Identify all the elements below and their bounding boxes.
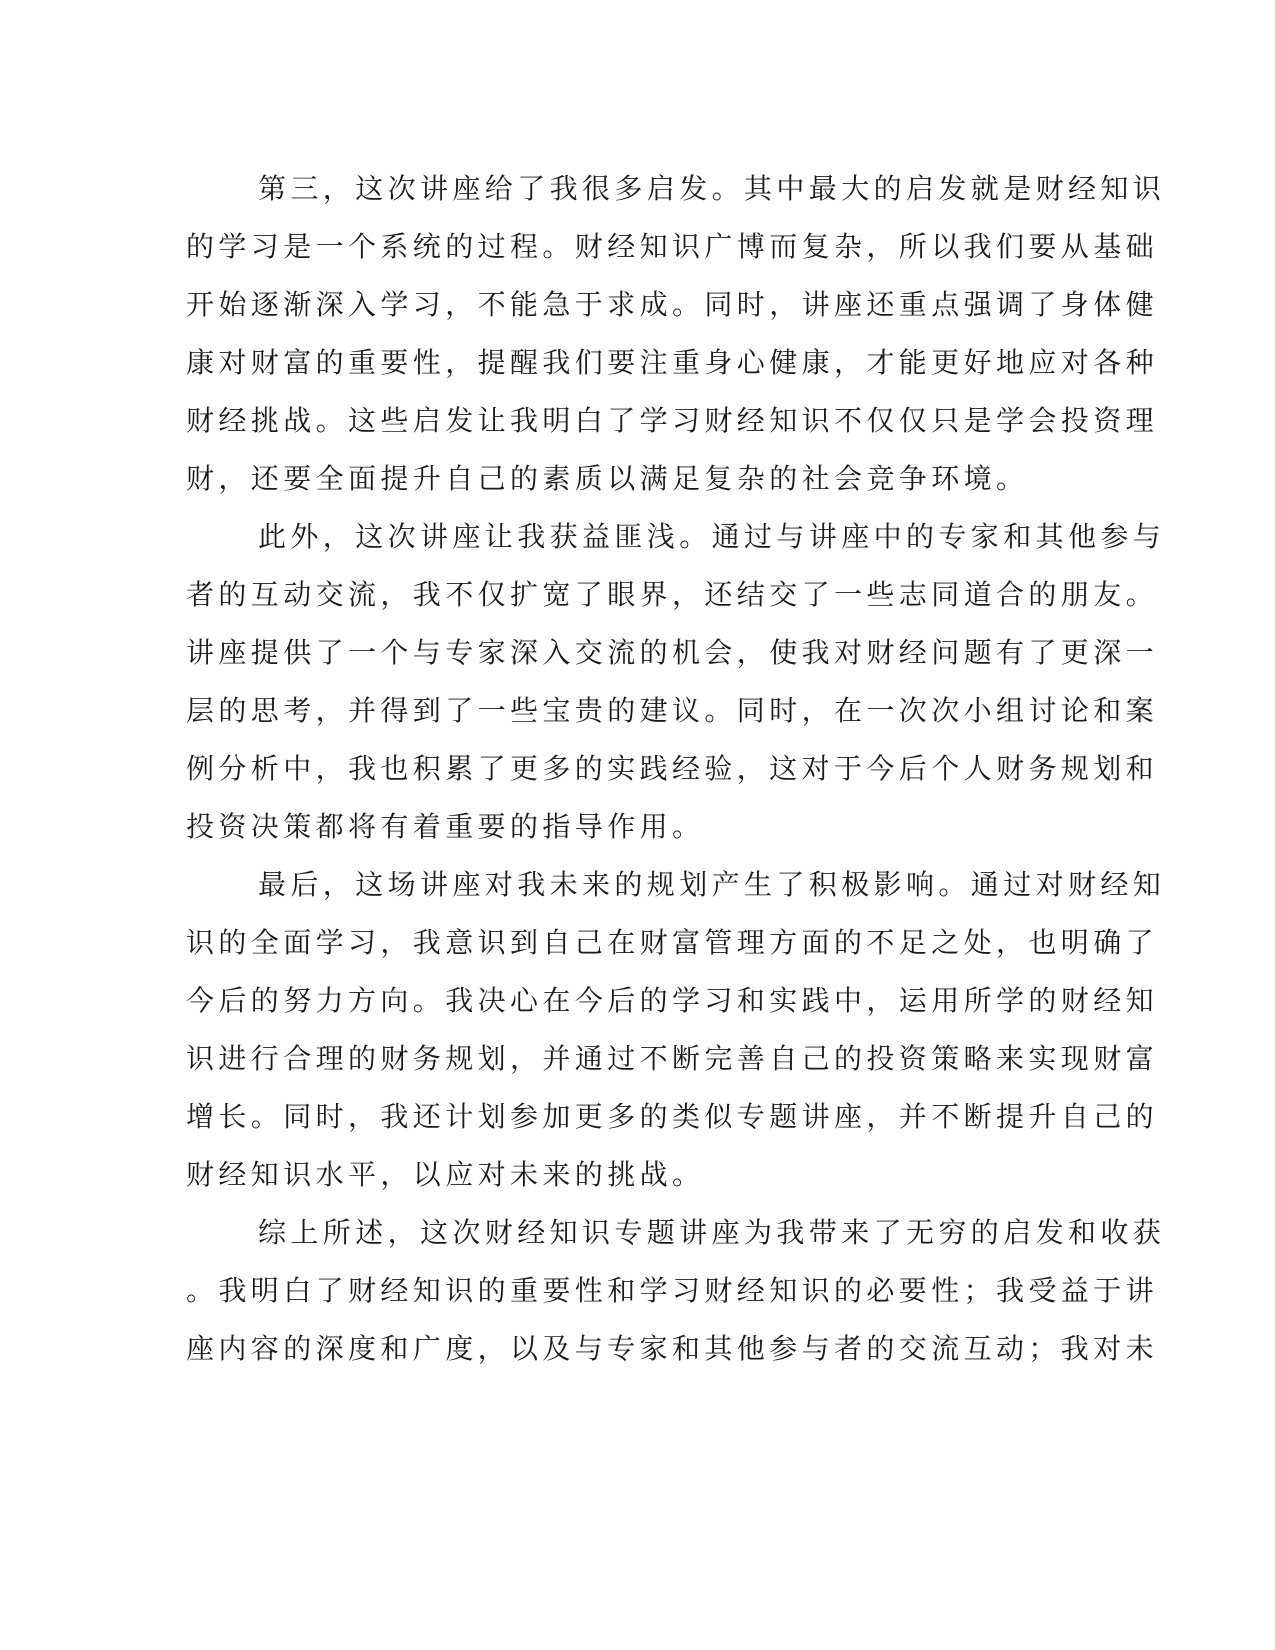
- paragraph-summary: [186, 1204, 1166, 1378]
- paragraph-line: 讲座提供了一个与专家深入交流的机会，使我对财经问题有了更深一: [186, 636, 1159, 669]
- paragraph-line: 开始逐渐深入学习，不能急于求成。同时，讲座还重点强调了身体健: [186, 288, 1159, 321]
- paragraph-benefits: [186, 508, 1166, 856]
- paragraph-line: 投资决策都将有着重要的指导作用。: [186, 810, 705, 843]
- document-body: [186, 160, 1166, 1378]
- paragraph-line: 识进行合理的财务规划，并通过不断完善自己的投资策略来实现财富: [186, 1042, 1159, 1075]
- paragraph-line: 康对财富的重要性，提醒我们要注重身心健康，才能更好地应对各种: [186, 346, 1159, 379]
- paragraph-line: 最后，这场讲座对我未来的规划产生了积极影响。通过对财经知: [258, 868, 1166, 901]
- paragraph-future-plans: [186, 856, 1166, 1204]
- paragraph-inspiration: [186, 160, 1166, 508]
- paragraph-line: 例分析中，我也积累了更多的实践经验，这对于今后个人财务规划和: [186, 752, 1159, 785]
- paragraph-line: 今后的努力方向。我决心在今后的学习和实践中，运用所学的财经知: [186, 984, 1159, 1017]
- paragraph-line: 识的全面学习，我意识到自己在财富管理方面的不足之处，也明确了: [186, 926, 1159, 959]
- paragraph-line: 的学习是一个系统的过程。财经知识广博而复杂，所以我们要从基础: [186, 230, 1159, 263]
- paragraph-line: 第三，这次讲座给了我很多启发。其中最大的启发就是财经知识: [258, 172, 1166, 205]
- paragraph-line: 财，还要全面提升自己的素质以满足复杂的社会竞争环境。: [186, 462, 1029, 495]
- paragraph-line: 财经挑战。这些启发让我明白了学习财经知识不仅仅只是学会投资理: [186, 404, 1159, 437]
- paragraph-line: 此外，这次讲座让我获益匪浅。通过与讲座中的专家和其他参与: [258, 520, 1166, 553]
- paragraph-line: 层的思考，并得到了一些宝贵的建议。同时，在一次次小组讨论和案: [186, 694, 1159, 727]
- paragraph-line: 。我明白了财经知识的重要性和学习财经知识的必要性；我受益于讲: [186, 1274, 1159, 1307]
- paragraph-line: 财经知识水平，以应对未来的挑战。: [186, 1158, 705, 1191]
- paragraph-line: 座内容的深度和广度，以及与专家和其他参与者的交流互动；我对未: [186, 1332, 1159, 1365]
- paragraph-line: 增长。同时，我还计划参加更多的类似专题讲座，并不断提升自己的: [186, 1100, 1159, 1133]
- paragraph-line: 者的互动交流，我不仅扩宽了眼界，还结交了一些志同道合的朋友。: [186, 578, 1159, 611]
- paragraph-line: 综上所述，这次财经知识专题讲座为我带来了无穷的启发和收获: [258, 1216, 1166, 1249]
